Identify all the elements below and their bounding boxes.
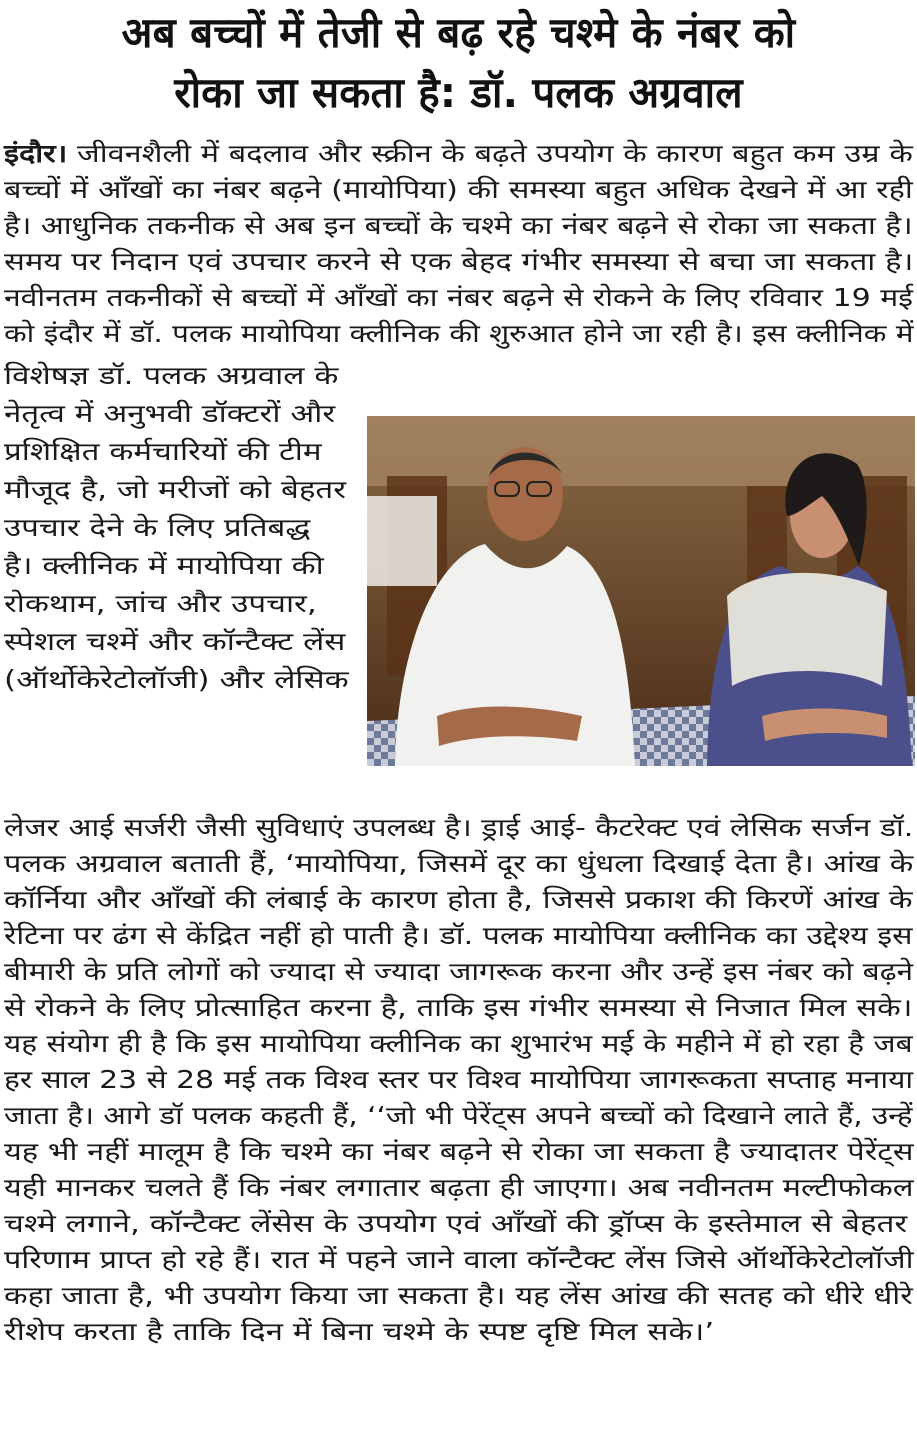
- article-line: नेतृत्व में अनुभवी डॉक्टरों और: [4, 399, 336, 428]
- article-line: से रोकने के लिए प्रोत्साहित करना है, ताकि इस गंभीर समस्या से निजात मिल सके।: [4, 993, 913, 1022]
- article-line: कॉर्निया और आँखों की लंबाई के कारण होता है, जिससे प्रकाश की किरणें आंख के: [4, 885, 913, 914]
- article-line: चश्मे लगाने, कॉन्टैक्ट लेंसेस के उपयोग एवं आँखों की ड्रॉप्स के इस्तेमाल से बेहतर: [4, 1209, 908, 1238]
- article-line: यह भी नहीं मालूम है कि चश्मे का नंबर बढ़ने से रोका जा सकता है ज्यादातर पेरेंट्स: [4, 1137, 914, 1166]
- article-line: यह संयोग ही है कि इस मायोपिया क्लीनिक का शुभारंभ मई के महीने में हो रहा है जब: [4, 1029, 913, 1058]
- article-line: विशेषज्ञ डॉ. पलक अग्रवाल के: [4, 361, 339, 390]
- article-line: को इंदौर में डॉ. पलक मायोपिया क्लीनिक की शुरुआत होने जा रही है। इस क्लीनिक में: [4, 319, 914, 348]
- article-photo: [367, 416, 915, 766]
- article-line: कहा जाता है, भी उपयोग किया जा सकता है। यह लेंस आंख की सतह को धीरे धीरे: [4, 1281, 913, 1310]
- article-line: रोकथाम, जांच और उपचार,: [4, 589, 317, 618]
- article-line: जाता है। आगे डॉ पलक कहती हैं, ‘‘जो भी पेरेंट्स अपने बच्चों को दिखाने लाते हैं, उन्हें: [4, 1101, 913, 1130]
- article-line: प्रशिक्षित कर्मचारियों की टीम: [4, 437, 322, 466]
- article-line: रेटिना पर ढंग से केंद्रित नहीं हो पाती है। डॉ. पलक मायोपिया क्लीनिक का उद्देश्य इस: [4, 921, 913, 950]
- article-line: पलक अग्रवाल बताती हैं, ‘मायोपिया, जिसमें दूर का धुंधला दिखाई देता है। आंख के: [4, 849, 914, 878]
- article-line: नवीनतम तकनीकों से बच्चों में आँखों का नंबर बढ़ने से रोकने के लिए रविवार 19 मई: [4, 283, 914, 312]
- article-line: यही मानकर चलते हैं कि नंबर लगातार बढ़ता ही जाएगा। अब नवीनतम मल्टीफोकल: [4, 1173, 914, 1202]
- article-line: है। क्लीनिक में मायोपिया की: [4, 551, 324, 580]
- article-line: (ऑर्थोकेरेटोलॉजी) और लेसिक: [4, 665, 349, 694]
- article-line: स्पेशल चश्में और कॉन्टैक्ट लेंस: [4, 627, 346, 656]
- headline-line-1: अब बच्चों में तेजी से बढ़ रहे चश्मे के नंबर को: [121, 8, 796, 57]
- article-line: बीमारी के प्रति लोगों को ज्यादा से ज्यादा जागरूक करना और उन्हें इस नंबर को बढ़ने: [4, 957, 914, 986]
- article-line-text: जीवनशैली में बदलाव और स्क्रीन के बढ़ते उपयोग के कारण बहुत कम उम्र के: [67, 139, 913, 168]
- article-line: परिणाम प्राप्त हो रहे हैं। रात में पहने जाने वाला कॉन्टैक्ट लेंस जिसे ऑर्थोकेरेटोलॉजी: [4, 1245, 914, 1274]
- dateline: इंदौर।: [4, 139, 68, 168]
- headline: [0, 0, 917, 126]
- article-line: लेजर आई सर्जरी जैसी सुविधाएं उपलब्ध है। ड्राई आई- कैटरेक्ट एवं लेसिक सर्जन डॉ.: [4, 813, 914, 842]
- article-line: समय पर निदान एवं उपचार करने से एक बेहद गंभीर समस्या से बचा जा सकता है।: [4, 247, 914, 276]
- photo-illustration: [367, 416, 915, 766]
- headline-line-2: रोका जा सकता है: डॉ. पलक अग्रवाल: [174, 68, 743, 117]
- article-line: हर साल 23 से 28 मई तक विश्व स्तर पर विश्व मायोपिया जागरूकता सप्ताह मनाया: [4, 1065, 914, 1094]
- article-line: मौजूद है, जो मरीजों को बेहतर: [4, 475, 347, 504]
- article-line: उपचार देने के लिए प्रतिबद्ध: [4, 513, 311, 542]
- article-line: है। आधुनिक तकनीक से अब इन बच्चों के चश्मे का नंबर बढ़ने से रोका जा सकता है।: [4, 211, 913, 240]
- article-line: रीशेप करता है ताकि दिन में बिना चश्मे के स्पष्ट दृष्टि मिल सके।’: [4, 1317, 715, 1346]
- article-line: [4, 136, 913, 172]
- article-line: बच्चों में आँखों का नंबर बढ़ने (मायोपिया) की समस्या बहुत अधिक देखने में आ रही: [4, 175, 913, 204]
